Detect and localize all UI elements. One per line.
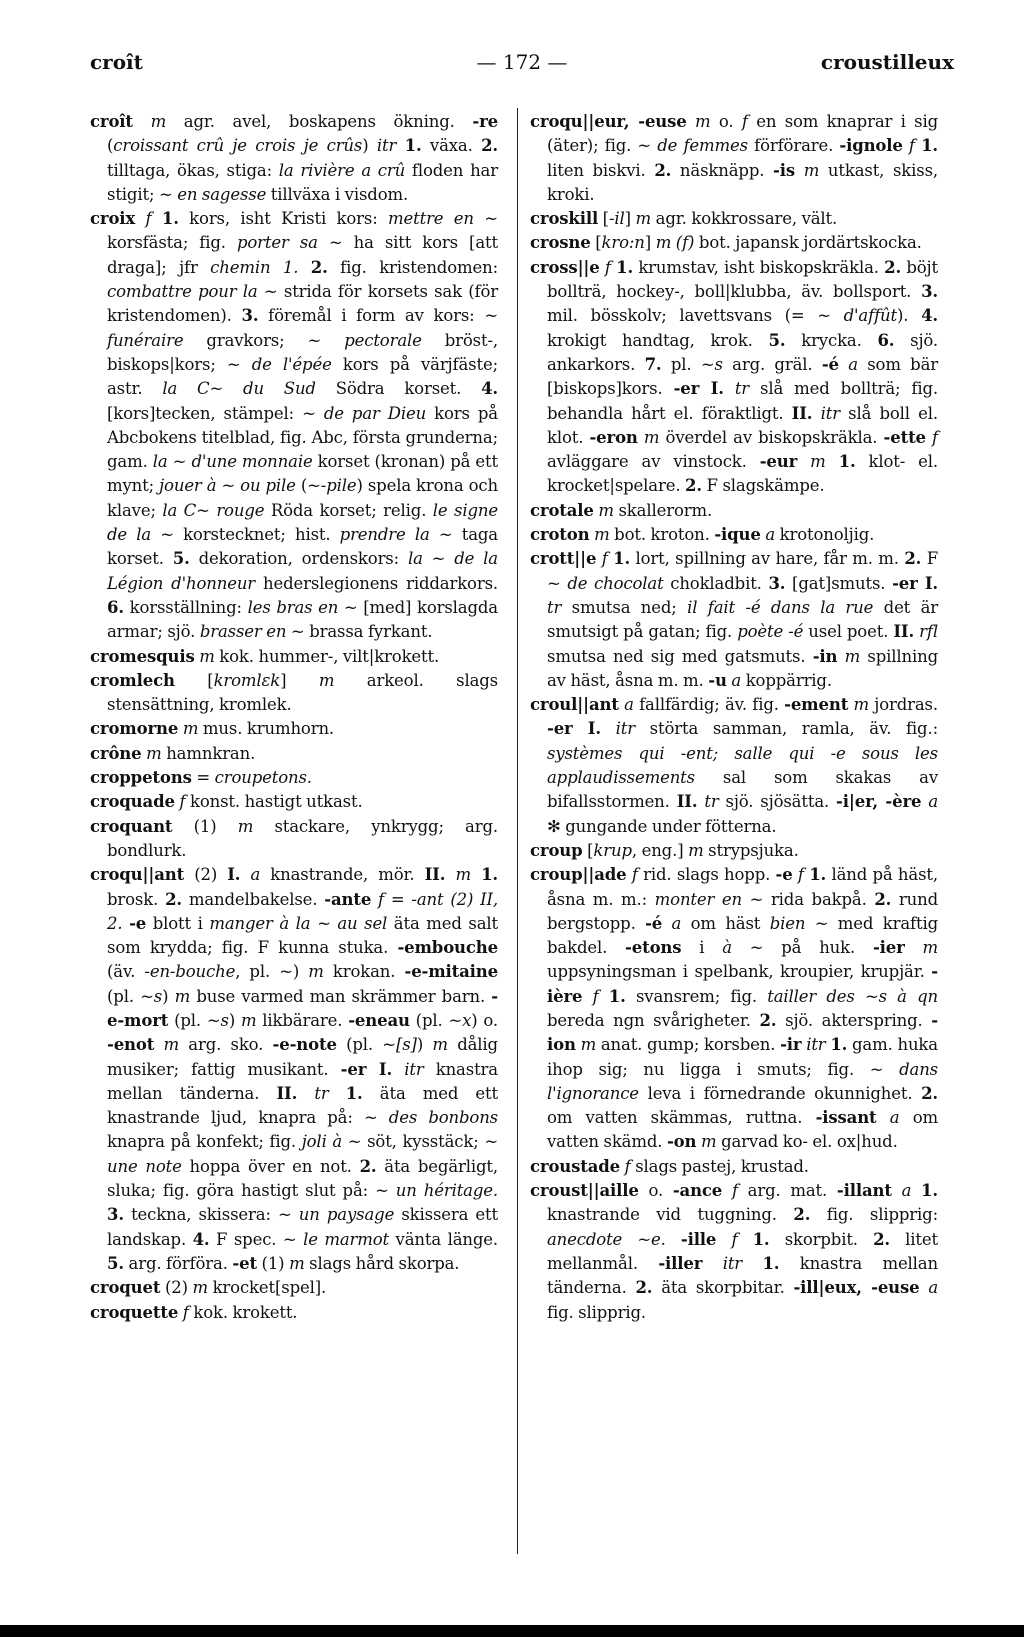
- dictionary-entry: croskill [-il] m agr. kokkrossare, vält.: [530, 209, 838, 229]
- dictionary-entry: croît m agr. avel, boskapens ökning. -re (croissant crû je crois je crûs) itr 1. växa. 2. tilltaga, ökas, stiga: la rivière a crû floden har stigit; ~ en sagesse tillväxa i visdom.: [90, 112, 498, 204]
- dictionary-entry: croton m bot. kroton. -ique a krotonoljig.: [530, 525, 875, 545]
- dictionary-entry: cross||e f 1. krumstav, isht biskopskräkla. 2. böjt bollträ, hockey-, boll|klubba, äv. bollsport. 3. mil. bösskolv; lavettsvans (= ~ d'affût). 4. krokigt handtag, krok. 5. krycka. 6. sjö. ankarkors. 7. pl. ~s arg. gräl. -é a som bär [biskops]kors. -er I. tr slå med bollträ; fig. behandla hårt el. föraktligt. II. itr slå boll el. klot. -eron m överdel av biskopskräkla. -ette f avläggare av vinstock. -eur m 1. klot- el. krocket|spelare. 2. F slagskämpe.: [530, 257, 939, 496]
- dictionary-entry: croup||ade f rid. slags hopp. -e f 1. länd på häst, åsna m. m.: monter en ~ rida bakpå. 2. rund bergstopp. -é a om häst bien ~ med kraftig bakdel. -etons i à ~ på huk. -ier m uppsyningsman i spelbank, kroupier, krupjär. -ière f 1. svansrem; fig. tailler des ~s à qn bereda ngn svårigheter. 2. sjö. akterspring. -ion m anat. gump; korsben. -ir itr 1. gam. huka ihop sig; nu ligga i smuts; fig. ~ dans l'ignorance leva i förnedrande okunnighet. 2. om vatten skämmas, ruttna. -issant a om vatten skämd. -on m garvad ko- el. ox|hud.: [530, 865, 939, 1152]
- dictionary-entry: croqu||ant (2) I. a knastrande, mör. II. m 1. brosk. 2. mandelbakelse. -ante f = -ant (2) II, 2. -e blott i manger à la ~ au sel äta med salt som krydda; fig. F kunna stuka. -embouche (äv. -en-bouche, pl. ~) m krokan. -e-mitaine (pl. ~s) m buse varmed man skrämmer barn. -e-mort (pl. ~s) m likbärare. -eneau (pl. ~x) o. -enot m arg. sko. -e-note (pl. ~[s]) m dålig musiker; fattig musikant. -er I. itr knastra mellan tänderna. II. tr 1. äta med ett knastrande ljud, knapra på: ~ des bonbons knapra på konfekt; fig. joli à ~ söt, kysstäck; ~ une note hoppa över en not. 2. äta begärligt, sluka; fig. göra hastigt slut på: ~ un héritage. 3. teckna, skissera: ~ un paysage skissera ett landskap. 4. F spec. ~ le marmot vänta länge. 5. arg. förföra. -et (1) m slags hård skorpa.: [90, 865, 499, 1273]
- dictionary-entry: croppetons = croupetons.: [90, 768, 312, 788]
- dictionary-entry: croquette f kok. krokett.: [90, 1302, 298, 1322]
- scan-bottom-edge: [0, 1625, 1024, 1637]
- header-left-guideword: croît: [90, 50, 143, 74]
- page-number: — 172 —: [476, 50, 568, 74]
- page-header: [90, 50, 954, 90]
- dictionary-entry: croquant (1) m stackare, ynkrygg; arg. bondlurk.: [90, 816, 498, 860]
- dictionary-entry: croustade f slags pastej, krustad.: [530, 1156, 809, 1176]
- dictionary-entry: croul||ant a fallfärdig; äv. fig. -ement m jordras. -er I. itr störta samman, ramla, äv. fig.: systèmes qui -ent; salle qui -e sous les applaudissements sal som skakas av bifallsstormen. II. tr sjö. sjösätta. -i|er, -ère a ✻ gungande under fötterna.: [530, 695, 938, 836]
- dictionary-entry: crott||e f 1. lort, spillning av hare, får m. m. 2. F ~ de chocolat chokladbit. 3. [gat]smuts. -er I. tr smutsa ned; il fait -é dans la rue det är smutsigt på gatan; fig. poète -é usel poet. II. rfl smutsa ned sig med gatsmuts. -in m spillning av häst, åsna m. m. -u a koppärrig.: [530, 549, 938, 690]
- dictionary-entry: crône m hamnkran.: [90, 743, 256, 763]
- dictionary-entry: crosne [kro:n] m (f) bot. japansk jordärtskocka.: [530, 233, 922, 253]
- header-right-guideword: croustilleux: [820, 50, 954, 74]
- dictionary-entry: croquade f konst. hastigt utkast.: [90, 792, 363, 812]
- dictionary-entry: cromorne m mus. krumhorn.: [90, 719, 335, 739]
- dictionary-entry: cromesquis m kok. hummer-, vilt|krokett.: [90, 646, 440, 666]
- left-column: [90, 110, 498, 1325]
- column-divider: [517, 108, 518, 1554]
- dictionary-entry: croqu||eur, -euse m o. f en som knaprar i sig (äter); fig. ~ de femmes förförare. -ignole f 1. liten biskvi. 2. näsknäpp. -is m utkast, skiss, kroki.: [530, 112, 939, 204]
- right-column: [530, 110, 938, 1325]
- dictionary-entry: croust||aille o. -ance f arg. mat. -illant a 1. knastrande vid tuggning. 2. fig. slipprig: anecdote ~e. -ille f 1. skorpbit. 2. litet mellanmål. -iller itr 1. knastra mellan tänderna. 2. äta skorpbitar. -ill|eux, -euse a fig. slipprig.: [530, 1181, 939, 1322]
- dictionary-entry: croix f 1. kors, isht Kristi kors: mettre en ~ korsfästa; fig. porter sa ~ ha sitt kors [att draga]; jfr chemin 1. 2. fig. kristendomen: combattre pour la ~ strida för korsets sak (för kristendomen). 3. föremål i form av kors: ~ funéraire gravkors; ~ pectorale bröst-, biskops|kors; ~ de l'épée kors på värjfäste; astr. la C~ du Sud Södra korset. 4. [kors]tecken, stämpel: ~ de par Dieu kors på Abcbokens titelblad, fig. Abc, första grunderna; gam. la ~ d'une monnaie korset (kronan) på ett mynt; jouer à ~ ou pile (~-pile) spela krona och klave; la C~ rouge Röda korset; relig. le signe de la ~ korstecknet; hist. prendre la ~ taga korset. 5. dekoration, ordenskors: la ~ de la Légion d'honneur hederslegionens riddarkors. 6. korsställning: les bras en ~ [med] korslagda armar; sjö. brasser en ~ brassa fyrkant.: [90, 209, 499, 642]
- dictionary-entry: cromlech [kromlɛk] m arkeol. slags stensättning, kromlek.: [90, 670, 498, 715]
- dictionary-entry: crotale m skallerorm.: [530, 500, 713, 520]
- dictionary-entry: croquet (2) m krocket[spel].: [90, 1278, 327, 1298]
- dictionary-entry: croup [krup, eng.] m strypsjuka.: [530, 840, 799, 860]
